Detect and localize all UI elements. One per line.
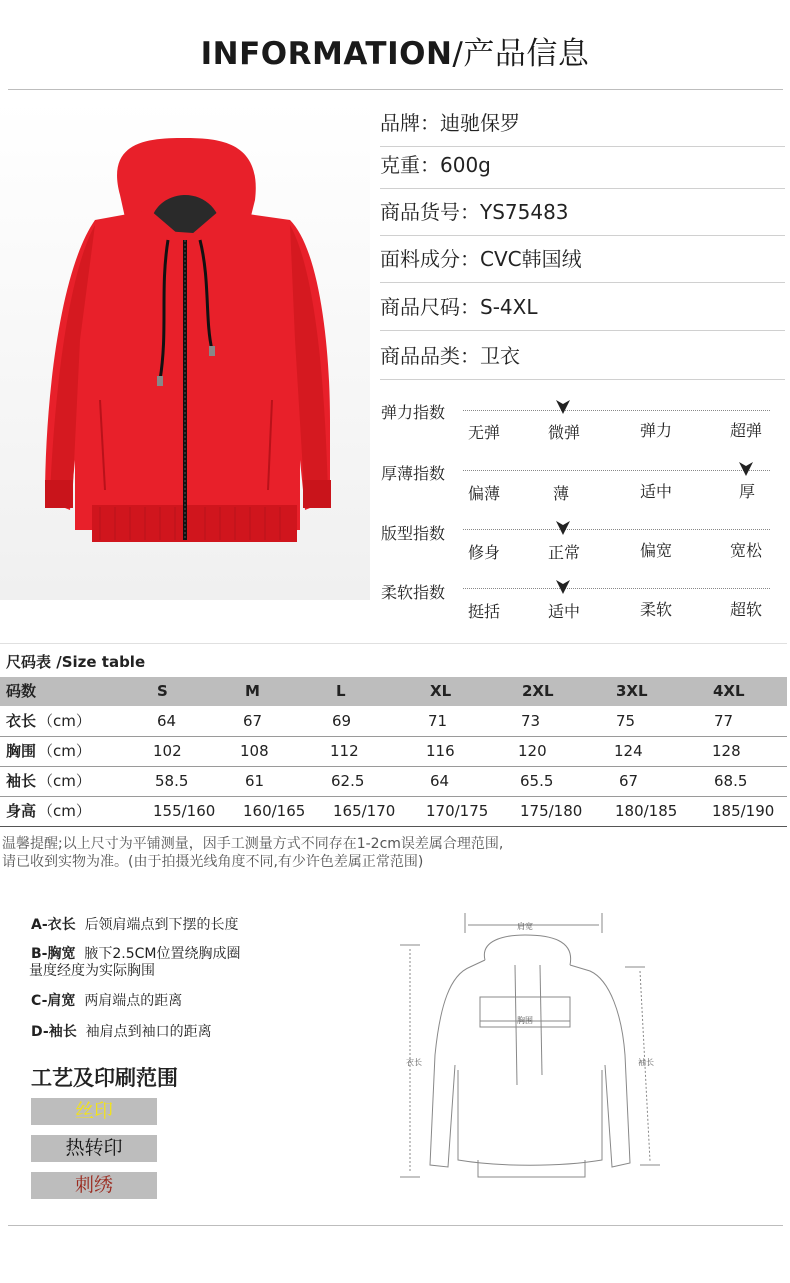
measurement-note-line1: 温馨提醒;以上尺寸为平铺测量，因手工测量方式不同存在1-2cm误差属合理范围, (2, 836, 504, 852)
index-elasticity-option: 微弹 (548, 423, 581, 442)
index-elasticity-option: 无弹 (468, 423, 501, 442)
table-cell: 120 (518, 742, 547, 760)
table-cell: 65.5 (520, 772, 554, 790)
info-brand: 品牌：迪驰保罗 (380, 100, 785, 147)
index-softness-option: 挺括 (468, 602, 501, 621)
row-label: 身高 (6, 802, 37, 820)
index-thickness-option: 适中 (640, 482, 673, 501)
index-elasticity-option: 弹力 (640, 421, 673, 440)
header-cell: S (157, 682, 168, 700)
info-fabric: 面料成分：CVC韩国绒 (380, 236, 785, 283)
table-row (0, 767, 787, 796)
product-image (0, 100, 370, 600)
table-cell: 175/180 (520, 802, 583, 820)
selected-marker-icon (738, 461, 754, 477)
diagram-chest-label: 胸围 (517, 1016, 533, 1025)
table-cell: 116 (426, 742, 455, 760)
index-fit-option: 偏宽 (640, 541, 673, 560)
legend-item-chest: B-胸宽 腋下2.5CM位置绕胸成圈 量度经度为实际胸围 (29, 946, 241, 979)
table-cell: 67 (619, 772, 639, 790)
row-unit: （cm） (38, 802, 91, 820)
index-fit-option: 修身 (468, 543, 501, 562)
info-weight: 克重：600g (380, 142, 785, 189)
row-divider (0, 826, 787, 827)
craft-heat-transfer: 热转印 (31, 1135, 157, 1162)
table-cell: 77 (714, 712, 734, 730)
index-fit-scale (463, 529, 770, 530)
table-cell: 71 (428, 712, 448, 730)
info-category: 商品品类：卫衣 (380, 333, 785, 380)
diagram-length-label: 衣长 (406, 1058, 422, 1067)
table-cell: 75 (616, 712, 636, 730)
row-label: 胸围 (6, 742, 37, 760)
table-cell: 61 (245, 772, 265, 790)
header-cell: 码数 (6, 682, 37, 700)
table-cell: 160/165 (243, 802, 306, 820)
table-row (0, 707, 787, 736)
selected-marker-icon (555, 520, 571, 536)
row-unit: （cm） (38, 712, 91, 730)
measurement-note-line2: 请已收到实物为准。(由于拍摄光线角度不同,有少许色差属正常范围) (2, 854, 424, 870)
diagram-sleeve-label: 袖长 (638, 1058, 654, 1067)
index-elasticity-label: 弹力指数 (381, 403, 446, 422)
table-cell: 124 (614, 742, 643, 760)
table-cell: 128 (712, 742, 741, 760)
table-cell: 170/175 (426, 802, 489, 820)
row-unit: （cm） (38, 772, 91, 790)
title-divider (8, 89, 783, 90)
header-cell: XL (430, 682, 452, 700)
index-thickness-option: 偏薄 (468, 484, 501, 503)
table-row (0, 737, 787, 766)
index-softness-option: 柔软 (640, 600, 673, 619)
table-cell: 62.5 (331, 772, 365, 790)
index-softness-option: 超软 (730, 600, 763, 619)
table-cell: 67 (243, 712, 263, 730)
info-sku: 商品货号：YS75483 (380, 189, 785, 236)
table-cell: 58.5 (155, 772, 189, 790)
craft-embroidery: 刺绣 (31, 1172, 157, 1199)
section-divider (0, 643, 787, 644)
header-cell: 3XL (616, 682, 648, 700)
footer-divider (8, 1225, 783, 1226)
measurement-diagram (390, 905, 660, 1195)
table-cell: 73 (521, 712, 541, 730)
info-size-range: 商品尺码：S-4XL (380, 284, 785, 331)
table-cell: 185/190 (712, 802, 775, 820)
table-cell: 64 (157, 712, 177, 730)
index-thickness-option: 薄 (553, 484, 570, 503)
index-thickness-scale (463, 470, 770, 471)
index-softness-option: 适中 (548, 602, 581, 621)
table-cell: 102 (153, 742, 182, 760)
index-elasticity-scale (463, 410, 770, 411)
selected-marker-icon (555, 579, 571, 595)
selected-marker-icon (555, 399, 571, 415)
size-table-header (0, 677, 787, 706)
row-unit: （cm） (38, 742, 91, 760)
table-cell: 165/170 (333, 802, 396, 820)
index-fit-option: 宽松 (730, 541, 763, 560)
table-cell: 180/185 (615, 802, 678, 820)
table-row (0, 797, 787, 826)
index-elasticity-option: 超弹 (730, 421, 763, 440)
index-softness-scale (463, 588, 770, 589)
page-title: INFORMATION/产品信息 (200, 36, 590, 72)
row-label: 衣长 (6, 712, 37, 730)
header-cell: L (336, 682, 346, 700)
legend-item-shoulder: C-肩宽 两肩端点的距离 (31, 993, 183, 1009)
header-cell: M (245, 682, 260, 700)
index-thickness-option: 厚 (739, 482, 756, 501)
table-cell: 112 (330, 742, 359, 760)
header-cell: 2XL (522, 682, 554, 700)
table-cell: 68.5 (714, 772, 748, 790)
size-table-caption: 尺码表 /Size table (6, 653, 146, 671)
craft-screen-print: 丝印 (31, 1098, 157, 1125)
legend-item-length: A-衣长 后领肩端点到下摆的长度 (31, 917, 239, 933)
diagram-shoulder-label: 肩宽 (517, 922, 533, 931)
legend-item-sleeve: D-袖长 袖肩点到袖口的距离 (31, 1024, 212, 1040)
craft-title: 工艺及印刷范围 (31, 1066, 178, 1090)
table-cell: 69 (332, 712, 352, 730)
index-fit-label: 版型指数 (381, 524, 446, 543)
index-thickness-label: 厚薄指数 (381, 464, 446, 483)
table-cell: 155/160 (153, 802, 216, 820)
index-fit-option: 正常 (548, 543, 581, 562)
table-cell: 108 (240, 742, 269, 760)
index-softness-label: 柔软指数 (381, 583, 446, 602)
table-cell: 64 (430, 772, 450, 790)
header-cell: 4XL (713, 682, 745, 700)
row-label: 袖长 (6, 772, 37, 790)
